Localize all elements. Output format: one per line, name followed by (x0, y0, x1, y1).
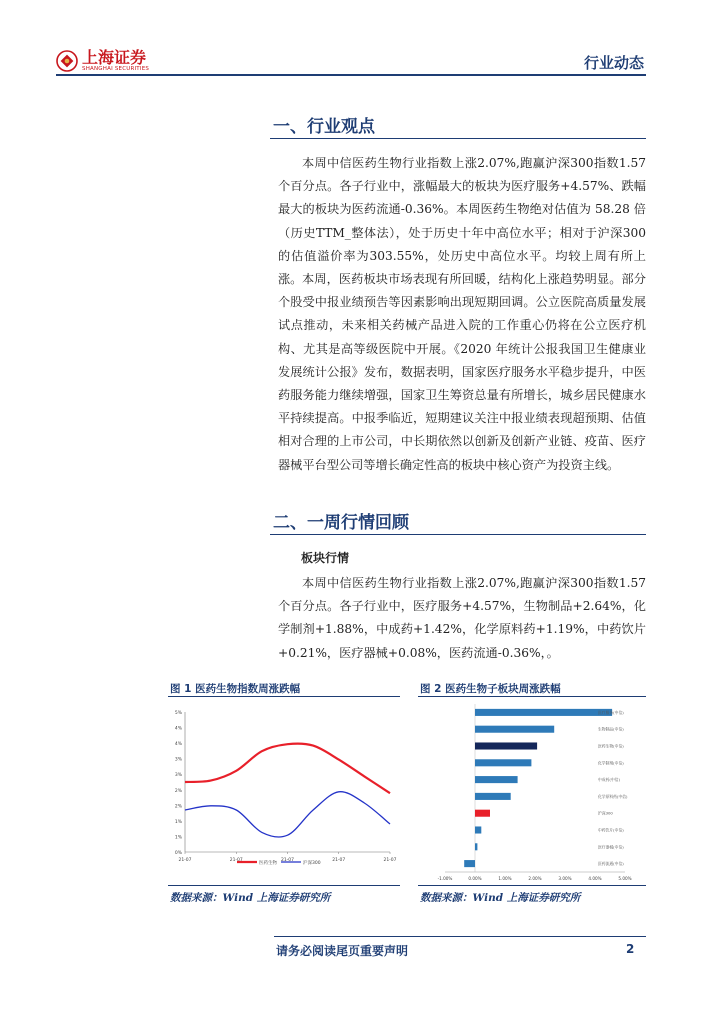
bar-医药流通(中信) (464, 860, 475, 867)
figure2-title-rule (418, 696, 646, 697)
figure1-title-rule (168, 696, 400, 697)
section-title-weekly-review: 二、一周行情回顾 (273, 513, 409, 533)
series-line-1 (185, 792, 390, 837)
bar-化学原料药(中信) (475, 793, 511, 800)
x-tick-label: -1.00% (437, 876, 453, 881)
header-divider (56, 74, 646, 76)
company-logo (56, 50, 149, 72)
figure1-title: 图 1 医药生物指数周涨跌幅 (170, 683, 301, 695)
x-tick-label: 21-07 (332, 858, 346, 863)
section-divider (270, 138, 646, 139)
subheading-sector: 板块行情 (301, 551, 350, 565)
x-tick-label: 1.00% (498, 876, 512, 881)
figure1-line-chart (165, 704, 405, 882)
figure1-source: 数据来源：Wind 上海证券研究所 (170, 892, 331, 904)
report-type: 行业动态 (583, 54, 644, 72)
figure2-title: 图 2 医药生物子板块周涨跌幅 (420, 683, 561, 695)
section-divider (270, 534, 646, 535)
figure2-bottom-rule (418, 885, 646, 886)
x-tick-label: 21-07 (280, 858, 295, 863)
bar-label: 中药饮片(中信) (598, 827, 624, 833)
figure2-bar-chart (415, 700, 647, 885)
bar-生物制品(中信) (475, 726, 554, 733)
paragraph-market-outlook: 本周，医药板块市场表现有所回暖，结构化上涨趋势明显。部分个股受中报业绩预告等因素影响出现短期回调。公立医院高质量发展试点推动，未来相关药械产品进入院的工作重心仍将在公立医疗机构、尤其是高等级医院中开展。《2020 年统计公报我国卫生健康业发展统计公报》发布，数据表明，国家医疗服务水平稳步提升，中医药服务能力继续增强，国家卫生筹资总量有所增长，城乡居民健康水平持续提高。中报季临近，短期建议关注中报业绩表现超预期、估值相对合理的上市公司，中长期依然以创新及创新产业链、疫苗、医疗器械平台型公司等增长确定性高的板块中核心资产为投资主线。 (278, 272, 646, 472)
y-tick-label: 4% (174, 726, 182, 732)
y-tick-label: 1% (174, 835, 182, 841)
footer-divider (274, 936, 646, 937)
legend-label-1: 沪深300 (303, 861, 321, 866)
bar-化学制剂(中信) (475, 759, 531, 766)
bar-label: 化学制剂(中信) (598, 760, 624, 766)
paragraph-sector-performance: 本周中信医药生物行业指数上涨2.07%,跑赢沪深300指数1.57个百分点。各子行业中，医疗服务+4.57%，生物制品+2.64%，化学制剂+1.88%，中成药+1.42%，化学原料药+1.19%，中药饮片+0.21%，医疗器械+0.08%，医药流通-0.36%，。 (278, 576, 646, 660)
y-tick-label: 2% (174, 804, 182, 810)
footer-disclaimer: 请务必阅读尾页重要声明 (276, 944, 409, 958)
figure2-source: 数据来源：Wind 上海证券研究所 (420, 892, 581, 904)
logo-text-cn: 上海证券 (82, 48, 147, 67)
figure1-bottom-rule (168, 885, 400, 886)
x-tick-label: 21-07 (229, 858, 243, 863)
bar-label: 医药生物(中信) (598, 743, 624, 749)
y-tick-label: 2% (174, 788, 182, 794)
bar-label: 沪深300 (598, 810, 613, 816)
bar-label: 医疗服务(中信) (598, 709, 624, 715)
x-tick-label: 2.00% (528, 876, 542, 881)
y-tick-label: 5% (174, 711, 182, 716)
x-tick-label: 21-07 (383, 858, 397, 863)
bar-医药生物(中信) (475, 742, 537, 749)
bar-医疗服务(中信) (475, 709, 612, 716)
bar-label: 中成药(中信) (598, 777, 620, 783)
section-title-industry-view: 一、行业观点 (273, 117, 375, 137)
x-tick-label: 0.00% (468, 876, 482, 881)
x-tick-label: 3.00% (558, 876, 572, 881)
bar-中成药(中信) (475, 776, 518, 783)
paragraph-index-summary: 本周中信医药生物行业指数上涨2.07%,跑赢沪深300指数1.57个百分点。各子行业中，涨幅最大的板块为医疗服务+4.57%、跌幅最大的板块为医药流通-0.36%。本周医药生物绝对估值为 58.28 倍（历史TTM_整体法），处于历史十年中高位水平；相对于沪深300的估值溢价率为303.55%，处历史中高位水平。均较上周有所上涨。 (278, 156, 646, 287)
bar-label: 生物制品(中信) (598, 726, 624, 732)
x-tick-label: 21-07 (178, 858, 192, 863)
logo-text-en: SHANGHAI SECURITIES (82, 66, 150, 72)
page-number: 2 (626, 942, 635, 956)
y-tick-label: 4% (174, 742, 182, 748)
bar-沪深300 (475, 810, 490, 817)
bar-医疗器械(中信) (475, 843, 477, 850)
x-tick-label: 4.00% (588, 876, 602, 881)
y-tick-label: 0% (174, 851, 182, 856)
x-tick-label: 5.00% (618, 876, 632, 881)
bar-中药饮片(中信) (475, 826, 481, 833)
series-line-0 (185, 744, 390, 794)
y-tick-label: 3% (174, 757, 182, 763)
logo-emblem-icon (56, 50, 78, 72)
y-tick-label: 3% (174, 773, 182, 779)
bar-label: 医疗器械(中信) (598, 844, 624, 850)
legend-label-0: 医药生物 (259, 861, 277, 866)
bar-label: 化学原料药(中信) (598, 793, 628, 799)
bar-label: 医药流通(中信) (598, 861, 624, 867)
y-tick-label: 1% (174, 819, 182, 825)
